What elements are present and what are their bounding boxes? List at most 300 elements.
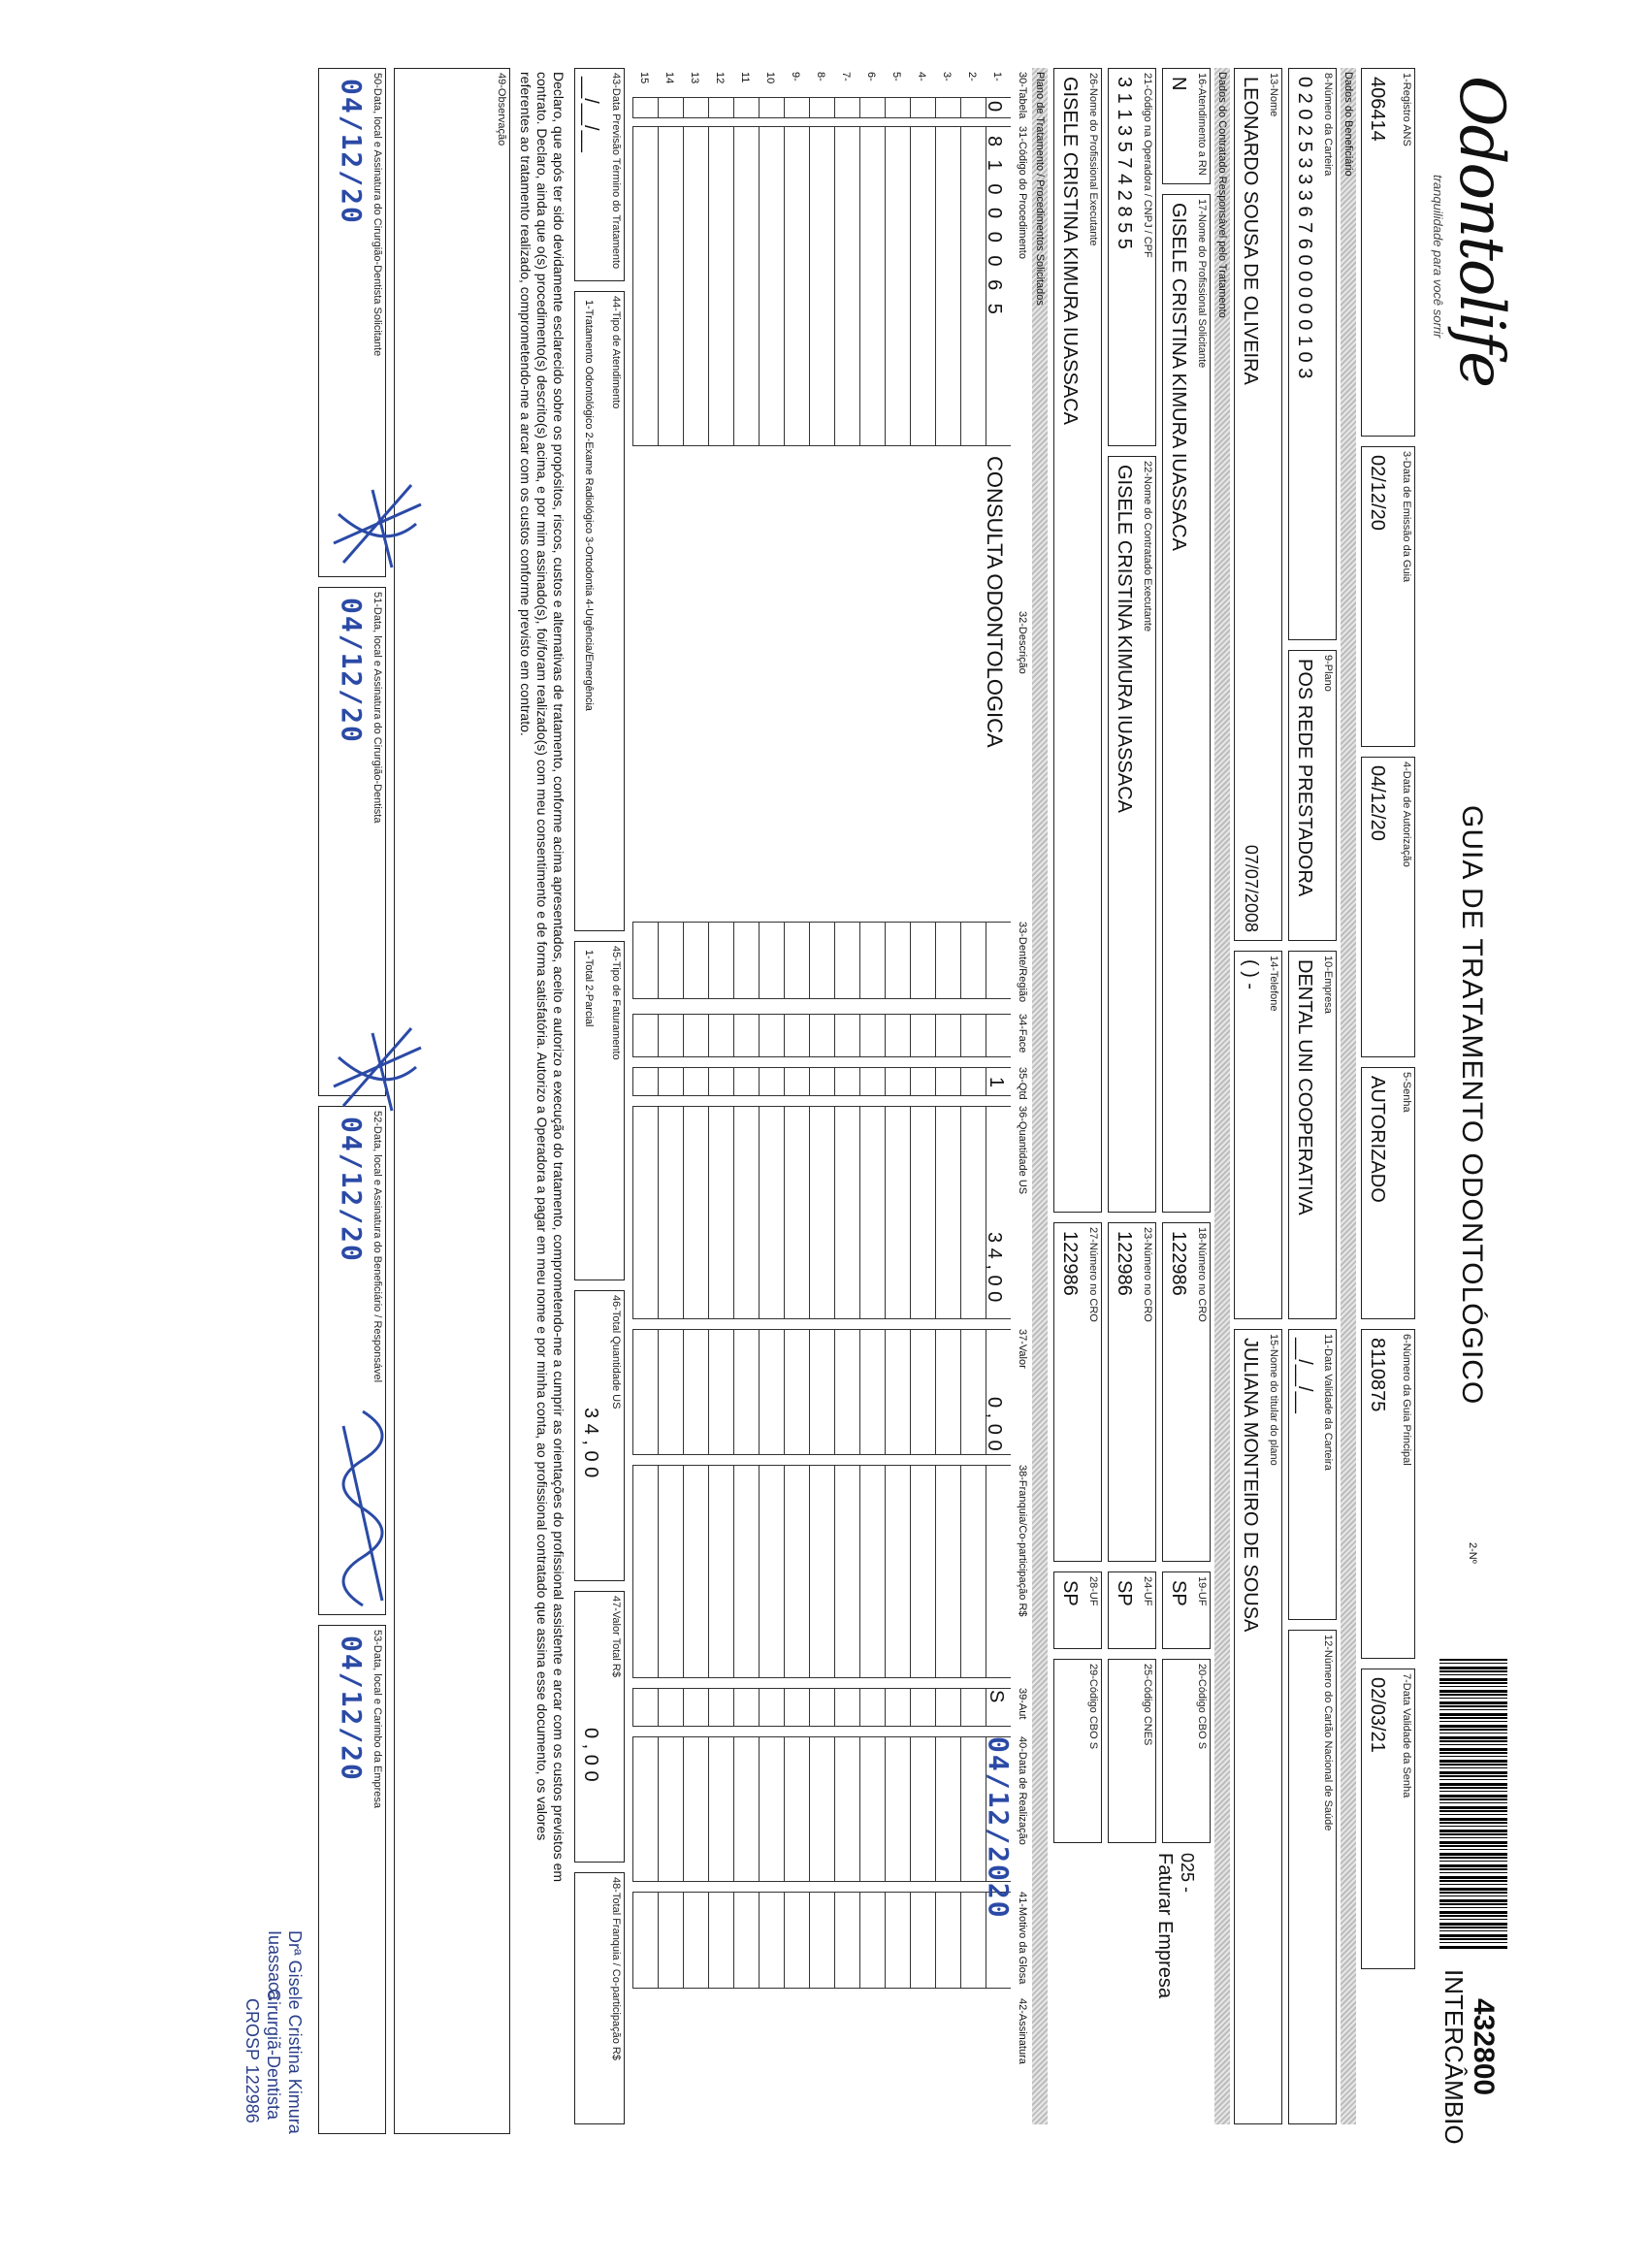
field-value: GISELE CRISTINA KIMURA IUASSACA [1114,465,1135,813]
field-label: 23-Número no CRO [1142,1227,1153,1322]
field-total-us[interactable] [574,1290,625,1581]
table-cell[interactable] [885,1465,910,1678]
field-label: 25-Código CNES [1142,1664,1153,1746]
field-label: 10-Empresa [1322,956,1334,1014]
field-label: 9-Plano [1322,655,1334,692]
guide-number: 432800 [1468,1998,1500,2096]
col-aut: 39-Aut [1017,1688,1028,1720]
field-total-franchise[interactable] [574,1872,625,2124]
field-cro-number[interactable] [1162,1222,1211,1562]
col-signature: 42-Assinatura [1017,1998,1028,2064]
table-cell[interactable] [809,1329,834,1455]
col-table: 30-Tabela [1017,72,1028,119]
plan-table-body [632,68,1011,2124]
table-cell[interactable] [733,922,759,999]
row1-aut: S [986,1690,1007,1703]
table-cell[interactable] [859,97,885,118]
logo-tagline: tranquilidade para você sorrir [1431,175,1445,339]
table-cell[interactable] [784,922,809,999]
table-cell[interactable] [632,1014,658,1057]
field-executing-contractor[interactable] [1108,456,1156,1213]
col-procedure-code: 31-Código do Procedimento [1017,126,1028,259]
table-cell[interactable] [683,922,708,999]
field-value: GISELE CRISTINA KIMURA IUASSACA [1059,77,1081,425]
table-cell[interactable] [834,1465,859,1678]
field-label: 52-Data, local e Assinatura do Beneficiário / Responsável [372,1111,383,1383]
table-cell[interactable] [759,126,784,446]
field-label: 50-Data, local e Assinatura do Cirurgião-Dentista Solicitante [372,73,383,357]
table-cell[interactable] [834,97,859,118]
table-cell[interactable] [935,1688,960,1727]
section-beneficiary: Dados do Beneficiário [1341,68,1356,2124]
table-cell[interactable] [910,1067,935,1096]
table-cell[interactable] [784,1736,809,1882]
table-cell[interactable] [683,1688,708,1727]
guide-number-label: 2-Nº [1467,1542,1478,1564]
field-label: 46-Total Quantidade US [610,1295,622,1409]
table-cell[interactable] [910,1465,935,1678]
table-cell[interactable] [708,922,733,999]
table-cell[interactable] [910,1892,935,1989]
table-cell[interactable] [658,1892,683,1989]
table-cell[interactable] [910,922,935,999]
field-cnes[interactable] [1108,1659,1156,1843]
table-cell[interactable] [784,1067,809,1096]
table-cell[interactable] [784,1892,809,1989]
field-professional-uf[interactable] [1053,1571,1102,1649]
table-cell[interactable] [935,1892,960,1989]
table-cell[interactable] [632,1106,658,1319]
field-value: 122986 [1168,1231,1189,1296]
field-label: 4-Data de Autorização [1401,761,1412,867]
table-cell[interactable] [809,97,834,118]
table-cell[interactable] [986,1014,1011,1057]
field-label: 45-Tipo de Faturamento [610,946,622,1060]
table-cell[interactable] [683,1106,708,1319]
col-value: 37-Valor [1017,1329,1028,1369]
field-label: 12-Número do Cartão Nacional de Saúde [1322,1635,1334,1831]
dentist-stamp-cro: CROSP 122986 [242,1998,262,2123]
col-us: 36-Quantidade US [1017,1106,1028,1195]
table-cell[interactable] [708,1106,733,1319]
field-total-value[interactable] [574,1591,625,1863]
table-cell[interactable] [834,1106,859,1319]
field-label: 28-UF [1087,1576,1099,1606]
row1-value: 0 , 0 0 [984,1397,1005,1451]
table-cell[interactable] [834,1892,859,1989]
field-uf[interactable] [1162,1571,1211,1649]
table-cell[interactable] [859,1067,885,1096]
field-company[interactable] [1288,951,1337,1319]
table-cell[interactable] [759,1106,784,1319]
field-name[interactable] [1234,68,1282,941]
field-executing-professional[interactable] [1053,68,1102,1213]
table-cell[interactable] [708,126,733,446]
table-cell[interactable] [733,1892,759,1989]
table-cell[interactable] [632,1067,658,1096]
signature-date: 04/12/20 [336,598,368,744]
table-cell[interactable] [683,1014,708,1057]
table-cell[interactable] [632,1465,658,1678]
table-cell[interactable] [658,922,683,999]
table-cell[interactable] [885,1688,910,1727]
table-cell[interactable] [986,922,1011,999]
field-label: 18-Número no CRO [1196,1227,1208,1322]
table-cell[interactable] [859,1688,885,1727]
table-cell[interactable] [683,1892,708,1989]
table-cell[interactable] [708,1067,733,1096]
table-cell[interactable] [708,97,733,118]
field-label: 21-Código na Operadora / CNPJ / CPF [1142,73,1153,258]
field-label: 48-Total Franquia / Co-participação R$ [610,1877,622,2060]
field-value: __/__/__ [1294,1338,1315,1413]
table-cell[interactable] [708,1736,733,1882]
field-value: 02/12/20 [1367,455,1388,531]
field-label: 47-Valor Total R$ [610,1596,622,1677]
guide-type: INTERCÂMBIO [1439,1969,1469,2145]
field-label: 49-Observação [496,73,507,146]
table-cell[interactable] [784,1106,809,1319]
col-tooth: 33-Dente/Região [1017,922,1028,1003]
table-cell[interactable] [834,1688,859,1727]
table-cell[interactable] [809,1014,834,1057]
table-cell[interactable] [885,97,910,118]
table-cell[interactable] [935,1106,960,1319]
table-cell[interactable] [809,1736,834,1882]
field-value: 04/12/20 [1367,765,1388,841]
billing-note: Faturar Empresa [1154,1853,1176,1999]
field-value: SP [1168,1580,1189,1606]
col-description: 32-Descrição [1017,611,1028,674]
table-cell[interactable] [733,1688,759,1727]
table-cell[interactable] [910,1736,935,1882]
row1-code: 8 1 0 0 0 0 6 5 [984,136,1005,318]
col-date: 40-Data de Realização [1017,1736,1028,1845]
field-company-stamp[interactable] [318,1625,386,2134]
field-contractor-cro[interactable] [1108,1222,1156,1562]
declaration-line-3: referentes ao tratamento realizado, comprometendo-me a arcar com os custos conforme previsto em contrato. [518,72,534,736]
col-face: 34-Face [1017,1014,1028,1053]
table-cell[interactable] [935,1329,960,1455]
field-label: 20-Código CBO S [1196,1664,1208,1750]
table-cell[interactable] [759,1329,784,1455]
table-cell[interactable] [986,1465,1011,1678]
table-cell[interactable] [733,1329,759,1455]
field-value: 122986 [1114,1231,1135,1296]
table-cell[interactable] [632,126,658,446]
dentist-stamp-title: Cirurgiã-Dentista [264,1989,283,2121]
table-cell[interactable] [885,126,910,446]
field-label: 13-Nome [1268,73,1279,117]
table-cell[interactable] [784,1329,809,1455]
table-cell[interactable] [632,1892,658,1989]
field-value: AUTORIZADO [1367,1076,1388,1203]
field-rn[interactable] [1162,68,1211,184]
table-cell[interactable] [834,1329,859,1455]
table-cell[interactable] [809,922,834,999]
field-national-health-card[interactable] [1288,1630,1337,2124]
table-cell[interactable] [809,1892,834,1989]
table-cell[interactable] [834,1014,859,1057]
table-cell[interactable] [935,97,960,118]
table-cell[interactable] [733,1014,759,1057]
table-cell[interactable] [759,97,784,118]
table-cell[interactable] [784,126,809,446]
row1-table: 0 [984,101,1005,113]
table-cell[interactable] [885,1106,910,1319]
table-cell[interactable] [809,1688,834,1727]
table-cell[interactable] [910,1106,935,1319]
table-cell[interactable] [632,922,658,999]
field-label: 8-Número da Carteira [1322,73,1334,177]
field-value: 122986 [1059,1231,1081,1296]
field-billing-type[interactable] [574,941,625,1280]
field-value: 3 4 , 0 0 [580,1408,601,1478]
table-cell[interactable] [632,1329,658,1455]
field-value: LEONARDO SOUSA DE OLIVEIRA [1240,77,1261,385]
table-cell[interactable] [834,126,859,446]
table-cell[interactable] [834,1067,859,1096]
section-treatment-plan: Plano de Tratamento / Procedimentos Solicitados [1032,68,1048,2124]
row-number: 14 [663,72,675,84]
table-cell[interactable] [935,1067,960,1096]
table-cell[interactable] [733,1067,759,1096]
table-cell[interactable] [859,1106,885,1319]
table-cell[interactable] [784,97,809,118]
field-password-validity[interactable] [1361,1669,1415,1969]
declaration-line-1: Declaro, que após ter sido devidamente esclarecido sobre os propósitos, riscos, custos e alternativas de tratamento, conforme acima apresentados, aceito e autorizo a execução do tratamento, comprometendo-me a cumprir as orientações do profissional assistente e arcar com os custos previstos em [551,72,566,1883]
service-type-options: 1-Tratamento Odontológico 2-Exame Radiológico 3-Ortodontia 4-Urgência/Emergência [583,300,595,711]
table-cell[interactable] [910,126,935,446]
table-cell[interactable] [733,1106,759,1319]
field-value: 0 , 0 0 [580,1728,601,1782]
page-title: GUIA DE TRATAMENTO ODONTOLÓGICO [1456,805,1488,1406]
table-cell[interactable] [859,1465,885,1678]
field-requesting-professional[interactable] [1162,194,1211,1213]
field-label: 19-UF [1196,1576,1208,1606]
row1-us: 3 4 , 0 0 [984,1232,1005,1303]
table-cell[interactable] [834,1736,859,1882]
table-cell[interactable] [885,922,910,999]
row-number: 9- [790,72,801,81]
signature-date: 04/12/20 [336,79,368,225]
row-number: 6- [865,72,877,81]
field-label: 3-Data de Emissão da Guia [1401,451,1412,583]
table-cell[interactable] [733,1736,759,1882]
field-label: 11-Data Validade da Carteira [1322,1334,1334,1471]
table-cell[interactable] [859,1014,885,1057]
signature-scribble-icon [324,475,431,582]
table-cell[interactable] [658,1736,683,1882]
signature-scribble-icon [324,1407,411,1630]
table-cell[interactable] [708,1688,733,1727]
table-cell[interactable] [885,1014,910,1057]
field-operator-code[interactable] [1108,68,1156,446]
table-cell[interactable] [885,1892,910,1989]
signature-scribble-icon [324,1019,431,1125]
table-cell[interactable] [708,1892,733,1989]
table-cell[interactable] [834,922,859,999]
table-cell[interactable] [658,1688,683,1727]
col-franchise: 38-Franquia/Co-participação R$ [1017,1465,1028,1617]
table-cell[interactable] [784,1465,809,1678]
table-cell[interactable] [683,1465,708,1678]
table-cell[interactable] [935,922,960,999]
table-cell[interactable] [784,1014,809,1057]
odontolife-logo: Odontolife [1445,76,1517,386]
table-cell[interactable] [658,1329,683,1455]
field-value: SP [1114,1580,1135,1606]
field-label: 17-Nome do Profissional Solicitante [1196,199,1208,369]
row1-description: CONSULTA ODONTOLOGICA [983,456,1007,748]
table-cell[interactable] [859,1329,885,1455]
table-cell[interactable] [683,1067,708,1096]
table-cell[interactable] [683,97,708,118]
table-cell[interactable] [632,97,658,118]
row-number: 11 [739,72,751,83]
table-cell[interactable] [859,1892,885,1989]
table-cell[interactable] [759,922,784,999]
table-cell[interactable] [809,1067,834,1096]
field-label: 14-Telefone [1268,956,1279,1012]
table-cell[interactable] [784,1688,809,1727]
field-cbo[interactable] [1162,1659,1211,1843]
field-label: 27-Número no CRO [1087,1227,1099,1322]
signature-date: 04/12/20 [336,1636,368,1782]
field-label: 1-Registro ANS [1401,73,1412,146]
field-card-validity[interactable] [1288,1329,1337,1620]
table-cell[interactable] [708,1014,733,1057]
table-cell[interactable] [632,1688,658,1727]
table-cell[interactable] [935,126,960,446]
table-cell[interactable] [658,1465,683,1678]
table-cell[interactable] [733,1465,759,1678]
field-label: 44-Tipo de Atendimento [610,296,622,409]
declaration-line-2: contrato. Declaro, ainda que o(s) procedimento(s) descrito(s) acima, e por mim assinado(s), foi/foram realizado(s) com meu consentimento e de forma satisfatória. Autorizo a Operadora a pagar em meu nome e por minha conta, ao profissional contratado que assina esse documento, os valores [534,72,550,1841]
table-cell[interactable] [809,126,834,446]
table-cell[interactable] [859,922,885,999]
field-registro-ans[interactable] [1361,68,1415,437]
table-cell[interactable] [708,1329,733,1455]
field-label: 22-Nome do Contratado Executante [1142,461,1153,632]
field-plan[interactable] [1288,650,1337,941]
row-number: 1- [991,72,1003,81]
field-label: 7-Data Validade da Senha [1401,1673,1412,1798]
field-value: DENTAL UNI COOPERATIVA [1294,959,1315,1215]
table-cell[interactable] [859,1736,885,1882]
table-cell[interactable] [809,1106,834,1319]
dentist-stamp-name: Drª Gisele Cristina Kimura Iuassaca [265,1930,305,2134]
table-cell[interactable] [683,1329,708,1455]
field-plan-holder[interactable] [1234,1329,1282,2124]
table-cell[interactable] [708,1465,733,1678]
table-cell[interactable] [960,1067,986,1096]
table-cell[interactable] [759,1067,784,1096]
table-cell[interactable] [759,1465,784,1678]
field-contractor-uf[interactable] [1108,1571,1156,1649]
field-value: GISELE CRISTINA KIMURA IUASSACA [1168,203,1189,551]
table-cell[interactable] [910,1329,935,1455]
field-phone[interactable] [1234,951,1282,1319]
table-cell[interactable] [658,1067,683,1096]
row-number: 12 [714,72,726,84]
table-cell[interactable] [759,1688,784,1727]
field-issue-date[interactable] [1361,446,1415,747]
field-value: 3 1 1 3 5 7 4 2 8 5 5 [1114,77,1135,249]
row-number: 15 [638,72,650,84]
birth-date: 07/07/2008 [1242,844,1261,932]
field-authorization-date[interactable] [1361,757,1415,1057]
table-cell[interactable] [935,1736,960,1882]
row-number: 4- [916,72,927,81]
row-number: 7- [840,72,852,81]
table-cell[interactable] [658,126,683,446]
cbo-note: 025 - [1178,1853,1197,1894]
field-value: JULIANA MONTEIRO DE SOUSA [1240,1338,1261,1633]
table-cell[interactable] [733,126,759,446]
treatment-guide-form [120,68,1517,2202]
table-cell[interactable] [885,1736,910,1882]
table-cell[interactable] [759,1014,784,1057]
table-cell[interactable] [683,1736,708,1882]
row-number: 5- [890,72,902,81]
field-label: 43-Data Previsão Término do Tratamento [610,73,622,270]
table-cell[interactable] [960,1688,986,1727]
table-cell[interactable] [910,97,935,118]
field-label: 24-UF [1142,1576,1153,1606]
table-cell[interactable] [809,1465,834,1678]
table-cell[interactable] [658,1014,683,1057]
table-cell[interactable] [935,1465,960,1678]
field-end-forecast[interactable] [574,68,625,281]
field-professional-cbo[interactable] [1053,1659,1102,1843]
col-qtd: 35-Qtd [1017,1067,1028,1100]
field-service-type[interactable] [574,291,625,931]
table-cell[interactable] [910,1014,935,1057]
table-cell[interactable] [885,1067,910,1096]
field-label: 53-Data, local e Carimbo da Empresa [372,1630,383,1809]
field-main-guide-number[interactable] [1361,1329,1415,1659]
table-cell[interactable] [733,97,759,118]
col-glosa: 41-Motivo da Glosa [1017,1892,1028,1985]
field-value: 0 2 0 2 5 3 3 3 6 7 6 0 0 0 0 0 1 0 3 [1294,77,1315,379]
table-cell[interactable] [759,1892,784,1989]
table-cell[interactable] [960,1465,986,1678]
table-cell[interactable] [658,97,683,118]
table-cell[interactable] [759,1736,784,1882]
field-label: 6-Número da Guia Principal [1401,1334,1412,1466]
row1-date: 04/12/2020 [983,1736,1015,1920]
table-cell[interactable] [683,126,708,446]
barcode-icon [1439,1659,1507,1950]
row-number: 13 [689,72,700,84]
table-cell[interactable] [960,1014,986,1057]
field-card-number[interactable] [1288,68,1337,640]
table-cell[interactable] [658,1106,683,1319]
field-password[interactable] [1361,1067,1415,1319]
billing-type-options: 1-Total 2-Parcial [583,950,595,1027]
row1-qtd: 1 [986,1077,1007,1088]
table-cell[interactable] [632,1736,658,1882]
table-cell[interactable] [935,1014,960,1057]
field-label: 26-Nome do Profissional Executante [1087,73,1099,246]
row-number: 8- [815,72,826,81]
table-cell[interactable] [910,1688,935,1727]
field-professional-cro[interactable] [1053,1222,1102,1562]
table-cell[interactable] [885,1329,910,1455]
table-cell[interactable] [859,126,885,446]
table-cell[interactable] [960,922,986,999]
